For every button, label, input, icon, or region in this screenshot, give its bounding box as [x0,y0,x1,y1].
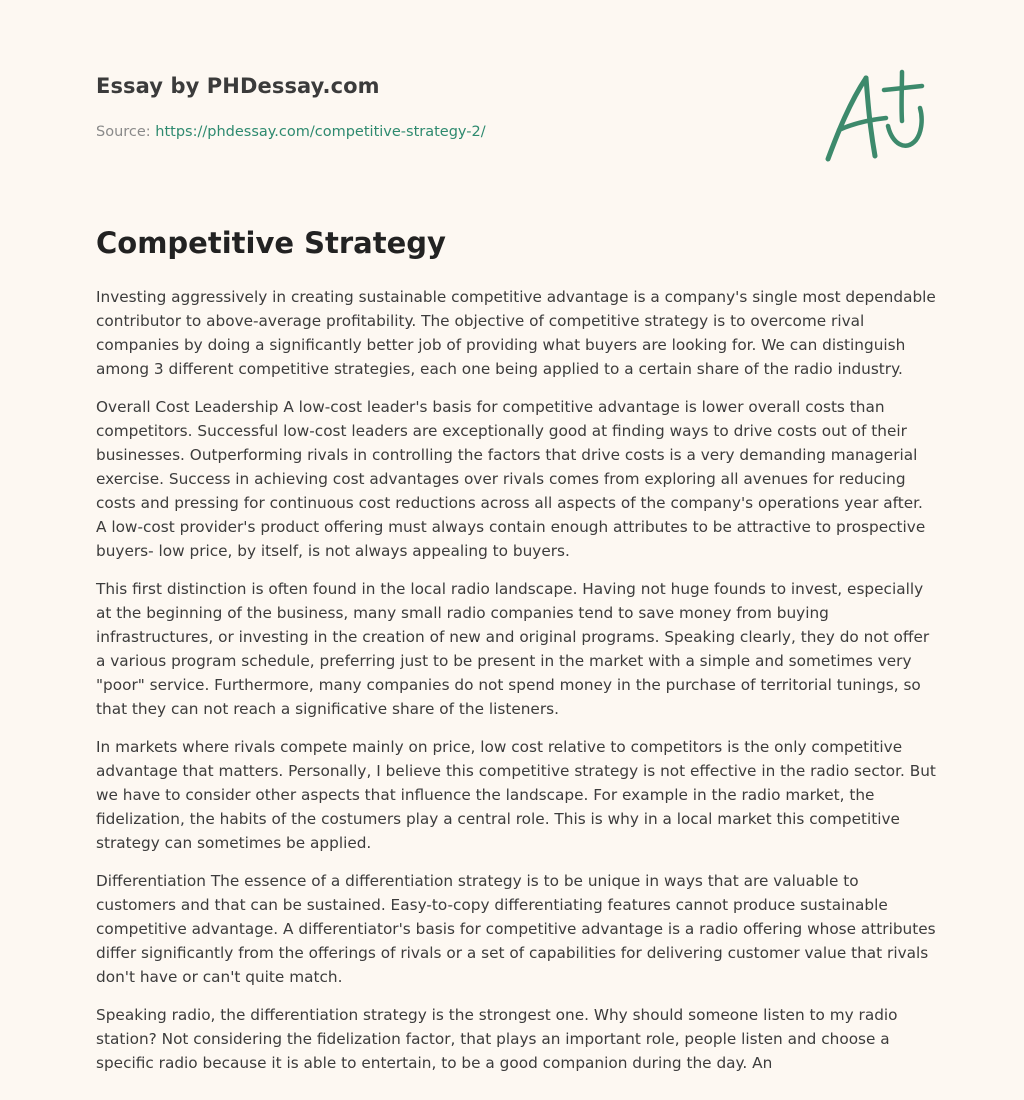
paragraph: Overall Cost Leadership A low-cost leader's basis for competitive advantage is lower overall costs than competitors. Successful low-cost leaders are exceptionally good at finding ways to drive costs out of their businesses. Outperforming rivals in controlling the factors that drive costs is a very demanding managerial exercise. Success in achieving cost advantages over rivals comes from exploring all avenues for reducing costs and pressing for continuous cost reductions across all aspects of the company's operations year after. A low-cost provider's product offering must always contain enough attributes to be attractive to prospective buyers- low price, by itself, is not always appealing to buyers. [96,398,926,560]
paragraph: Investing aggressively in creating sustainable competitive advantage is a company's single most dependable contributor to above-average profitability. The objective of competitive strategy is to overcome rival companies by doing a significantly better job of providing what buyers are looking for. We can distinguish among 3 different competitive strategies, each one being applied to a certain share of the radio industry. [96,288,936,378]
article-title: Competitive Strategy [96,226,446,260]
source-label: Source: [96,124,151,140]
paragraph: Differentiation The essence of a differentiation strategy is to be unique in ways that are valuable to customers and that can be sustained. Easy-to-copy differentiating features cannot produce sustainable competitive advantage. A differentiator's basis for competitive advantage is a radio offering whose attributes differ significantly from the offerings of rivals or a set of capabilities for delivering customer value that rivals don't have or can't quite match. [96,872,936,986]
paragraph: In markets where rivals compete mainly on price, low cost relative to competitors is the only competitive advantage that matters. Personally, I believe this competitive strategy is not effective in the radio sector. But we have to consider other aspects that influence the landscape. For example in the radio market, the fidelization, the habits of the costumers play a central role. This is why in a local market this competitive strategy can sometimes be applied. [96,738,936,852]
paragraph: Speaking radio, the differentiation strategy is the strongest one. Why should someone listen to my radio station? Not considering the fidelization factor, that plays an important role, people listen and choose a specific radio because it is able to entertain, to be a good companion during the day. An [96,1006,898,1072]
source-link[interactable]: https://phdessay.com/competitive-strategy-2/ [155,124,486,140]
paragraph: This first distinction is often found in the local radio landscape. Having not huge founds to invest, especially at the beginning of the business, many small radio companies tend to save money from buying infrastructures, or investing in the creation of new and original programs. Speaking clearly, they do not offer a various program schedule, preferring just to be present in the market with a simple and sometimes very "poor" service. Furthermore, many companies do not spend money in the purchase of territorial tunings, so that they can not reach a significative share of the listeners. [96,580,930,718]
source-line [96,124,486,140]
brand-title: Essay by PHDessay.com [96,74,380,98]
article-body [96,285,936,1089]
a-plus-logo-icon [822,66,930,166]
